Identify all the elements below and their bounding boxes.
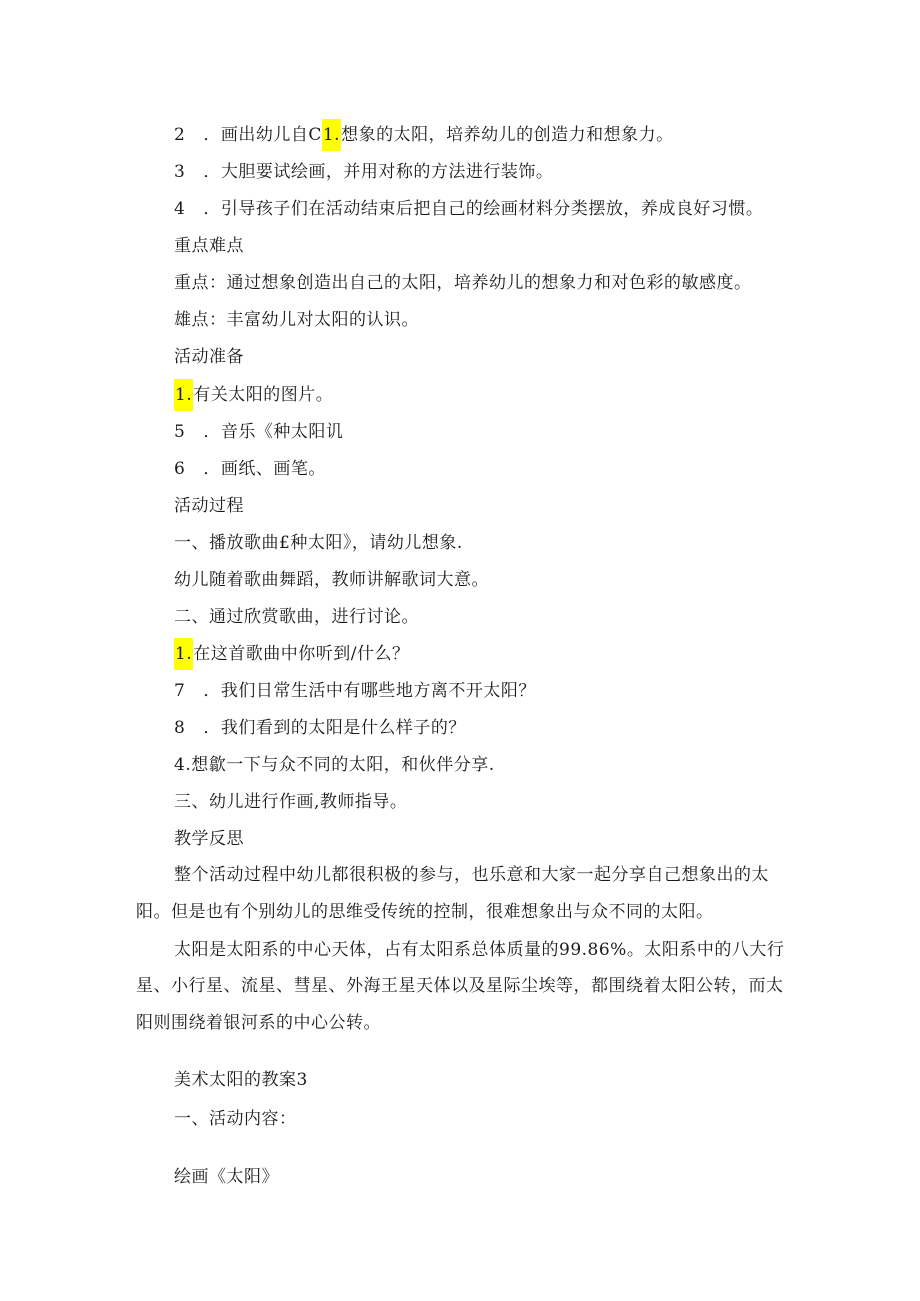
list-number: 6 xyxy=(174,459,186,479)
question-text: ．我们看到的太阳是什么样子的？ xyxy=(203,718,466,738)
heading-process: 活动过程 xyxy=(174,496,244,516)
list-text: ．引导孩子们在活动结束后把自己的绘画材料分类摆放，养成良好习惯。 xyxy=(203,199,764,219)
prep-item-2 xyxy=(174,421,343,443)
list-number: 3 xyxy=(174,162,186,182)
prep-item-1 xyxy=(174,384,333,406)
question-3 xyxy=(174,717,466,739)
sun-para-line-3: 阳则围绕着银河系的中心公转。 xyxy=(136,1013,381,1033)
question-text: ．我们日常生活中有哪些地方离不开太阳？ xyxy=(203,681,536,701)
list-number: 8 xyxy=(174,718,186,738)
goal-line-4 xyxy=(174,198,763,220)
goal-line-2 xyxy=(174,124,674,146)
process-step-1-desc: 幼儿随着歌曲舞蹈，教师讲解歌词大意。 xyxy=(174,570,489,590)
prep-text: ．画纸、画笔。 xyxy=(203,459,326,479)
list-number: 7 xyxy=(174,681,186,701)
highlight-mark: 1. xyxy=(322,119,341,151)
key-point-text: 重点：通过想象创造出自己的太阳，培养幼儿的想象力和对色彩的敏感度。 xyxy=(174,273,752,293)
reflection-line-1: 整个活动过程中幼儿都很积极的参与，也乐意和大家一起分享自己想象出的太 xyxy=(174,865,769,885)
prep-text: ．音乐《种太阳讥 xyxy=(203,422,344,442)
heading-reflection: 教学反思 xyxy=(174,829,244,849)
list-number: 2 xyxy=(174,125,186,145)
question-text: 在这首歌曲中你听到/什么？ xyxy=(193,644,410,664)
sun-para-line-1: 太阳是太阳系的中心天体，占有太阳系总体质量的99.86%。太阳系中的八大行 xyxy=(174,940,785,960)
prep-item-3 xyxy=(174,458,326,480)
list-text: ．大胆要试绘画，并用对称的方法进行装饰。 xyxy=(203,162,554,182)
process-step-3: 三、幼儿进行作画,教师指导。 xyxy=(174,792,408,812)
activity-content-heading: 一、活动内容： xyxy=(174,1109,297,1129)
goal-line-3 xyxy=(174,161,553,183)
difficult-point-text: 雄点：丰富幼儿对太阳的认识。 xyxy=(174,310,419,330)
process-step-1: 一、播放歌曲£种太阳》，请幼儿想象. xyxy=(174,533,463,553)
highlight-mark: 1. xyxy=(174,379,193,411)
lesson-title-3: 美术太阳的教案3 xyxy=(174,1070,308,1090)
question-2 xyxy=(174,680,536,702)
question-1 xyxy=(174,643,409,665)
heading-preparation: 活动准备 xyxy=(174,347,244,367)
activity-content-value: 绘画《太阳》 xyxy=(174,1167,279,1187)
prep-text: 有关太阳的图片。 xyxy=(193,385,334,405)
sun-para-line-2: 星、小行星、流星、彗星、外海王星天体以及星际尘埃等，都围绕着太阳公转，而太 xyxy=(136,976,784,996)
list-number: 5 xyxy=(174,422,186,442)
list-number: 4 xyxy=(174,199,186,219)
list-text: ．画出幼儿自C xyxy=(203,125,322,145)
reflection-line-2: 阳。但是也有个别幼儿的思维受传统的控制，很难想象出与众不同的太阳。 xyxy=(136,902,714,922)
highlight-mark: 1. xyxy=(174,638,193,670)
process-step-2: 二、通过欣赏歌曲，进行讨论。 xyxy=(174,607,419,627)
heading-key-points: 重点难点 xyxy=(174,236,244,256)
list-text-cont: 想象的太阳，培养幼儿的创造力和想象力。 xyxy=(341,125,674,145)
question-4: 4.想歙一下与众不同的太阳，和伙伴分享. xyxy=(174,755,495,775)
